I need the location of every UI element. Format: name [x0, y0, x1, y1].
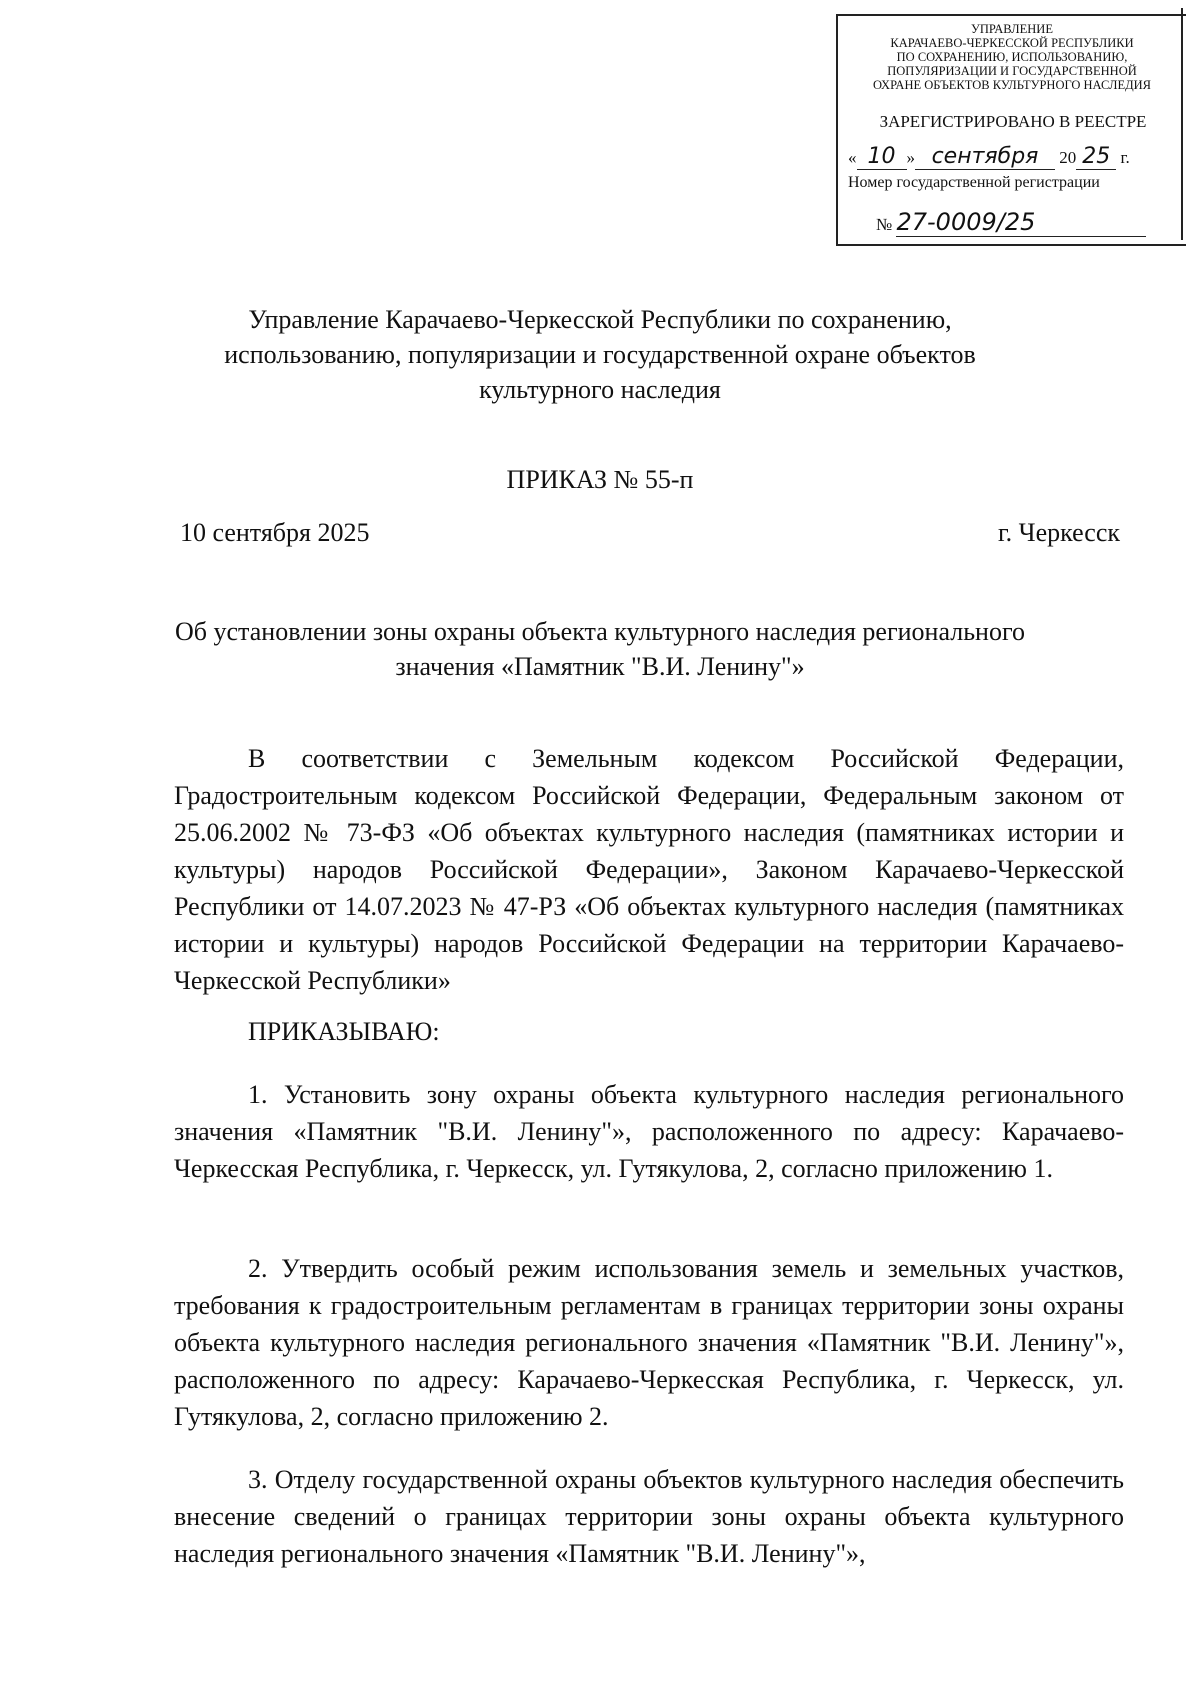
stamp-date-year-suffix: 25 — [1076, 144, 1116, 170]
order-date: 10 сентября 2025 — [180, 518, 370, 547]
order-subject: Об установлении зоны охраны объекта культурного наследия регионального значения «Памятник "В.И. Ленину"» — [175, 617, 1025, 681]
stamp-date-suffix: г. — [1120, 148, 1130, 167]
order-item-1: 1. Установить зону охраны объекта культурного наследия регионального значения «Памятник "В.И. Ленину"», расположенного по адресу: Карачаево-Черкесская Республика, г. Черкесск, ул. Гутякулова, 2, согласно приложению 1. — [174, 1080, 1124, 1183]
order-item-2: 2. Утвердить особый режим использования земель и земельных участков, требования к градостроительным регламентам в границах территории зоны охраны объекта культурного наследия регионального значения «Памятник "В.И. Ленину"», расположенного по адресу: Карачаево-Черкесская Республика, г. Черкесск, ул. Гутякулова, 2, согласно приложению 2. — [174, 1254, 1124, 1431]
stamp-org-line: КАРАЧАЕВО-ЧЕРКЕССКОЙ РЕСПУБЛИКИ — [890, 36, 1134, 50]
stamp-date: « 10 » сентября 20 25 г. — [848, 144, 1130, 169]
stamp-registered-label: ЗАРЕГИСТРИРОВАНО В РЕЕСТРЕ — [879, 112, 1147, 131]
stamp-organization — [838, 22, 1186, 92]
order-city: г. Черкесск — [997, 518, 1120, 547]
preamble-paragraph: В соответствии с Земельным кодексом Российской Федерации, Градостроительным кодексом Российской Федерации, Федеральным законом от 25.06.2002 № 73-ФЗ «Об объектах культурного наследия (памятниках истории и культуры) народов Российской Федерации», Законом Карачаево-Черкесской Республики от 14.07.2023 № 47-РЗ «Об объектах культурного наследия (памятниках истории и культуры) народов Российской Федерации на территории Карачаево-Черкесской Республики» — [174, 744, 1124, 995]
order-number: ПРИКАЗ № 55-п — [506, 465, 694, 494]
stamp-date-day: 10 — [857, 144, 907, 170]
stamp-date-year-prefix: 20 — [1059, 148, 1077, 167]
stamp-date-month: сентября — [915, 144, 1055, 170]
stamp-number — [876, 208, 1176, 237]
stamp-org-line: УПРАВЛЕНИЕ — [971, 22, 1053, 36]
stamp-number-value: 27-0009/25 — [896, 208, 1146, 237]
order-item-3: 3. Отделу государственной охраны объектов культурного наследия обеспечить внесение сведений о границах территории зоны охраны объекта культурного наследия регионального значения «Памятник "В.И. Ленину"», — [174, 1465, 1124, 1568]
stamp-org-line: ПО СОХРАНЕНИЮ, ИСПОЛЬЗОВАНИЮ, — [896, 50, 1128, 64]
registration-stamp — [836, 14, 1186, 246]
order-word: ПРИКАЗЫВАЮ: — [248, 1017, 440, 1046]
stamp-org-line: ПОПУЛЯРИЗАЦИИ И ГОСУДАРСТВЕННОЙ — [887, 64, 1137, 78]
stamp-number-prefix: № — [876, 215, 893, 234]
stamp-org-line: ОХРАНЕ ОБЪЕКТОВ КУЛЬТУРНОГО НАСЛЕДИЯ — [873, 78, 1151, 92]
organization-title: Управление Карачаево-Черкесской Республики по сохранению, использованию, популяризации и государственной охране объектов культурного наследия — [224, 305, 976, 404]
stamp-border-line — [1181, 8, 1183, 240]
stamp-number-label: Номер государственной регистрации — [848, 174, 1100, 191]
